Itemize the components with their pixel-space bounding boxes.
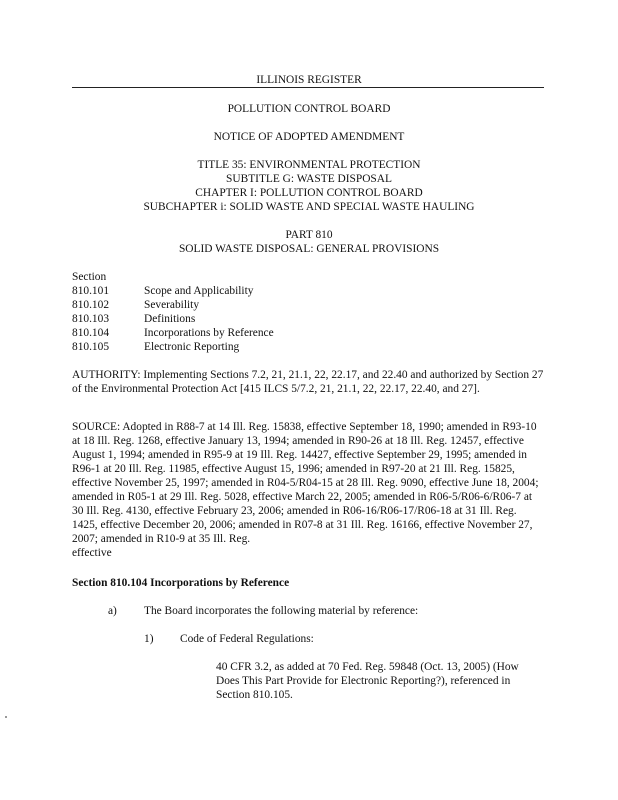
toc-item-number: 810.101 <box>72 285 110 297</box>
toc-item-number: 810.104 <box>72 327 110 339</box>
notice-title: NOTICE OF ADOPTED AMENDMENT <box>213 131 405 143</box>
cfr-reference: 40 CFR 3.2, as added at 70 Fed. Reg. 59848 (Oct. 13, 2005) (How Does This Part Provide for Electronic Reporting?), referenced in Section 810.105. <box>216 661 519 701</box>
item-1-label: 1) <box>144 633 154 645</box>
subsection-a-label: a) <box>108 605 117 617</box>
subchapter-line: SUBCHAPTER i: SOLID WASTE AND SPECIAL WASTE HAULING <box>143 201 475 213</box>
part-name: SOLID WASTE DISPOSAL: GENERAL PROVISIONS <box>178 243 440 255</box>
toc-item-title: Severability <box>144 299 200 311</box>
toc-item-number: 810.105 <box>72 341 110 353</box>
subsection-a-text: The Board incorporates the following material by reference: <box>144 605 419 617</box>
authority-paragraph: AUTHORITY: Implementing Sections 7.2, 21, 21.1, 22, 22.17, and 22.40 and authorized by Section 27 of the Environmental Protection Act [415 ILCS 5/7.2, 21, 21.1, 22, 22.17, 22.40, and 27]. <box>72 369 544 395</box>
source-paragraph: SOURCE: Adopted in R88-7 at 14 Ill. Reg. 15838, effective September 18, 1990; amended in R93-10 at 18 Ill. Reg. 1268, effective January 13, 1994; amended in R90-26 at 18 Ill. Reg. 12457, effective August 1, 1994; amended in R95-9 at 19 Ill. Reg. 14427, effective September 29, 1995; amended in R96-1 at 20 Ill. Reg. 11985, effective August 15, 1996; amended in R97-20 at 21 Ill. Reg. 15825, effective November 25, 1997; amended in R04-5/R04-15 at 28 Ill. Reg. 9090, effective June 18, 2004; amended in R05-1 at 29 Ill. Reg. 5028, effective March 22, 2005; amended in R06-5/R06-6/R06-7 at 30 Ill. Reg. 4130, effective February 23, 2006; amended in R06-16/R06-17/R06-18 at 31 Ill. Reg. 1425, effective December 20, 2006; amended in R07-8 at 31 Ill. Reg. 16166, effective November 27, 2007; amended in R10-9 at 35 Ill. Reg. <box>72 421 539 545</box>
chapter-line: CHAPTER I: POLLUTION CONTROL BOARD <box>195 187 423 199</box>
source-effective: effective <box>72 547 112 559</box>
title-line: TITLE 35: ENVIRONMENTAL PROTECTION <box>197 159 421 171</box>
subtitle-line: SUBTITLE G: WASTE DISPOSAL <box>226 173 392 185</box>
part-number: PART 810 <box>285 229 333 241</box>
section-heading: Section 810.104 Incorporations by Reference <box>72 577 290 589</box>
item-1-text: Code of Federal Regulations: <box>180 633 314 645</box>
header-rule <box>72 87 544 88</box>
scan-mark <box>5 716 7 718</box>
board-name: POLLUTION CONTROL BOARD <box>227 103 391 115</box>
toc-item-number: 810.103 <box>72 313 110 325</box>
toc-heading: Section <box>72 271 107 283</box>
toc-item-number: 810.102 <box>72 299 110 311</box>
toc-item-title: Electronic Reporting <box>144 341 240 353</box>
toc-item-title: Definitions <box>144 313 196 325</box>
register-header: ILLINOIS REGISTER <box>256 74 362 86</box>
toc-item-title: Scope and Applicability <box>144 285 254 297</box>
toc-item-title: Incorporations by Reference <box>144 327 274 339</box>
